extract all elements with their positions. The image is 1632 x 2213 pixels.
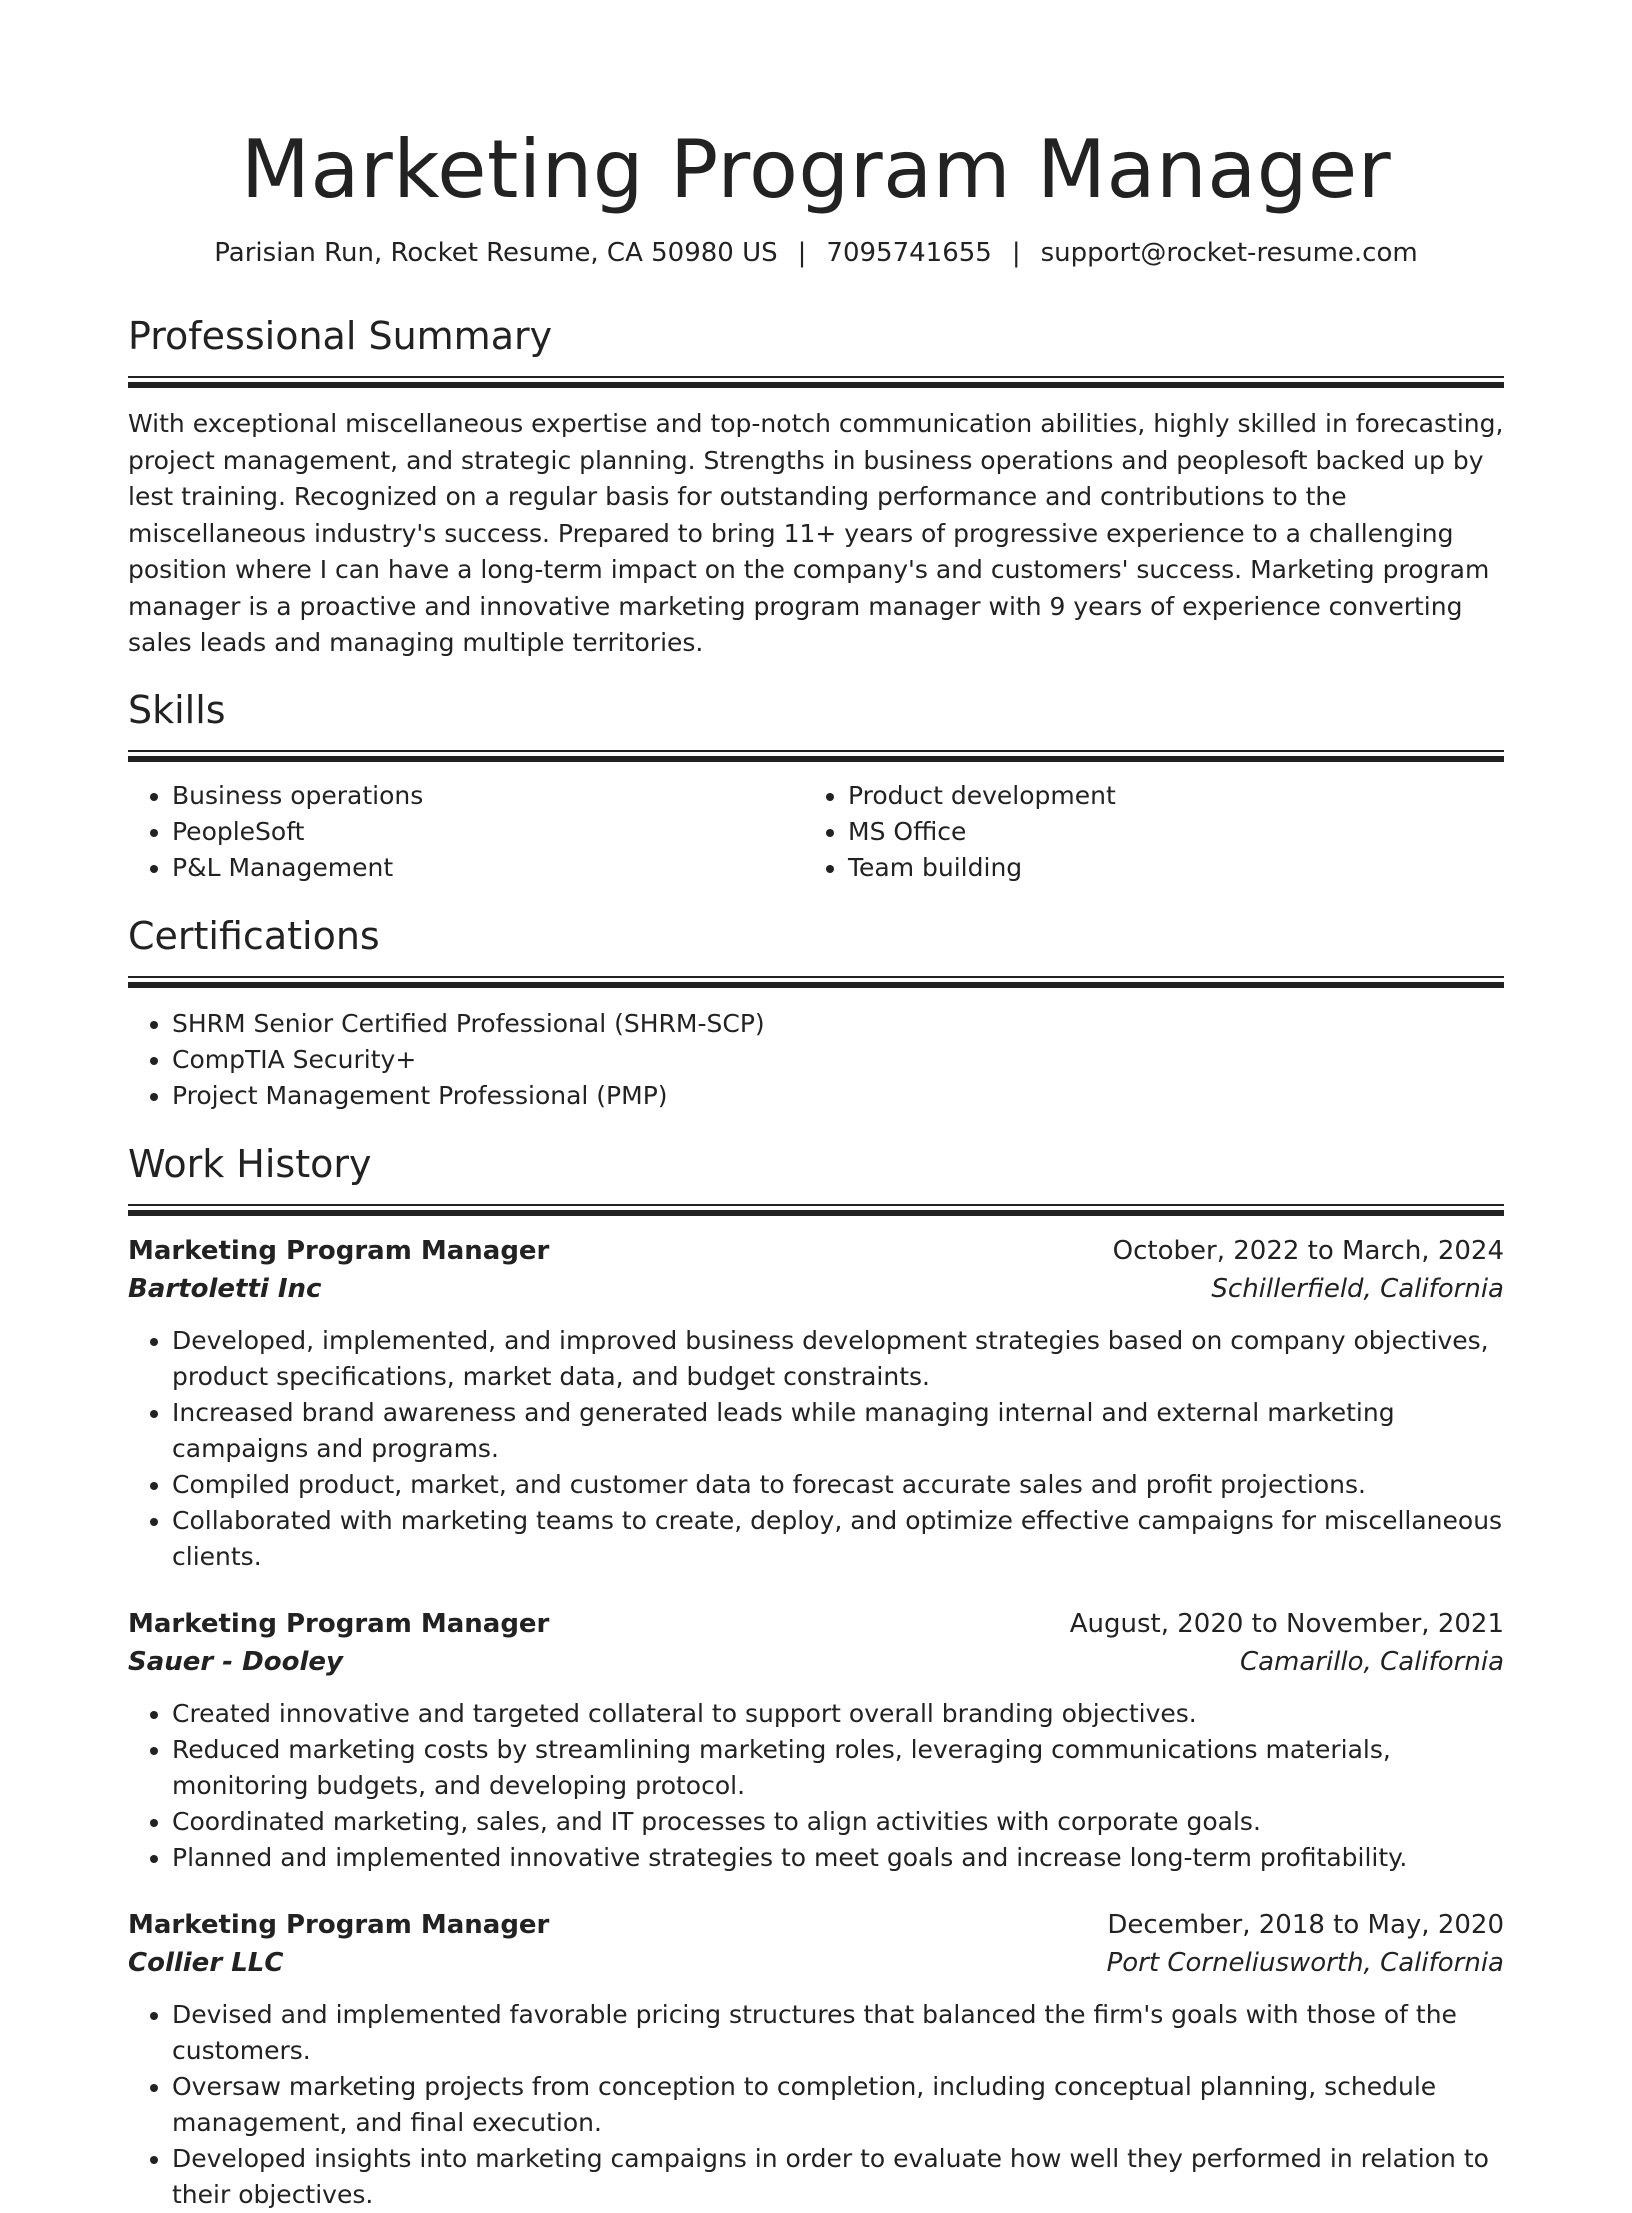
job-location: Camarillo, California [1239,1646,1504,1677]
skill-item: • Team building [848,850,1480,886]
job-bullet: • Planned and implemented innovative strategies to meet goals and increase long-term profitability. [172,1840,1504,1876]
certifications-list [128,1006,1504,1114]
contact-address: Parisian Run, Rocket Resume, CA 50980 US [214,238,778,268]
contact-separator: | [797,238,807,268]
job-bullet: • Increased brand awareness and generated leads while managing internal and external marketing campaigns and programs. [172,1395,1504,1467]
skills-column-right [804,778,1480,886]
contact-line [128,236,1504,270]
skill-item: • PeopleSoft [172,814,804,850]
job-bullet: • Created innovative and targeted collateral to support overall branding objectives. [172,1696,1504,1732]
section-divider [128,976,1504,986]
section-heading: Certifications [128,913,380,958]
contact-separator: | [1011,238,1021,268]
job-bullets [128,1997,1504,2213]
section-heading: Professional Summary [128,314,553,358]
section-divider [128,750,1504,760]
job-bullet: • Coordinated marketing, sales, and IT processes to align activities with corporate goals. [172,1804,1504,1840]
job-dates: August, 2020 to November, 2021 [1069,1608,1504,1639]
job-entry [128,1906,1504,2213]
job-entry [128,1232,1504,1575]
certifications-section [128,912,1504,1114]
work-history-section [128,1140,1504,2213]
job-bullet: • Developed insights into marketing campaigns in order to evaluate how well they performed in relation to their objectives. [172,2141,1504,2213]
skill-item: • MS Office [848,814,1480,850]
skill-item: • P&L Management [172,850,804,886]
skills-section [128,686,1504,886]
skills-column-left [128,778,804,886]
job-bullet: • Developed, implemented, and improved business development strategies based on company objectives, product specifications, market data, and budget constraints. [172,1323,1504,1395]
job-location: Port Corneliusworth, California [1106,1947,1504,1978]
job-company: Sauer - Dooley [128,1646,343,1677]
job-bullets [128,1696,1504,1876]
certification-item: • Project Management Professional (PMP) [172,1078,1504,1114]
job-bullet: • Collaborated with marketing teams to create, deploy, and optimize effective campaigns for miscellaneous clients. [172,1503,1504,1575]
summary-text: With exceptional miscellaneous expertise and top-notch communication abilities, highly skilled in forecasting, project management, and strategic planning. Strengths in business operations and peoplesoft backed up by lest training. Recognized on a regular basis for outstanding performance and contributions to the miscellaneous industry's success. Prepared to bring 11+ years of progressive experience to a challenging position where I can have a long-term impact on the company's and customers' success. Marketing program manager is a proactive and innovative marketing program manager with 9 years of experience converting sales leads and managing multiple territories. [128,409,1504,657]
job-entry [128,1605,1504,1876]
resume-page [128,0,1504,2213]
section-heading: Skills [128,687,226,732]
section-divider [128,1204,1504,1214]
job-title: Marketing Program Manager [128,1909,550,1940]
skills-list [128,778,1504,886]
job-title: Marketing Program Manager [128,1235,550,1266]
job-title: Marketing Program Manager [128,1608,550,1639]
job-dates: October, 2022 to March, 2024 [1112,1235,1504,1266]
job-bullet: • Compiled product, market, and customer data to forecast accurate sales and profit projections. [172,1467,1504,1503]
job-bullet: • Oversaw marketing projects from conception to completion, including conceptual planning, schedule management, and final execution. [172,2069,1504,2141]
skill-item: • Business operations [172,778,804,814]
contact-email: support@rocket-resume.com [1040,238,1418,268]
certification-item: • SHRM Senior Certified Professional (SHRM-SCP) [172,1006,1504,1042]
section-divider [128,376,1504,386]
job-dates: December, 2018 to May, 2020 [1107,1909,1504,1940]
job-bullet: • Devised and implemented favorable pricing structures that balanced the firm's goals with those of the customers. [172,1997,1504,2069]
job-company: Collier LLC [128,1947,284,1978]
job-bullets [128,1323,1504,1575]
skill-item: • Product development [848,778,1480,814]
section-heading: Work History [128,1141,372,1186]
job-location: Schillerfield, California [1211,1273,1504,1304]
certification-item: • CompTIA Security+ [172,1042,1504,1078]
job-company: Bartoletti Inc [128,1273,322,1304]
summary-section [128,312,1504,662]
resume-title: Marketing Program Manager [240,123,1392,216]
contact-phone: 7095741655 [826,238,992,268]
job-bullet: • Reduced marketing costs by streamlining marketing roles, leveraging communications materials, monitoring budgets, and developing protocol. [172,1732,1504,1804]
